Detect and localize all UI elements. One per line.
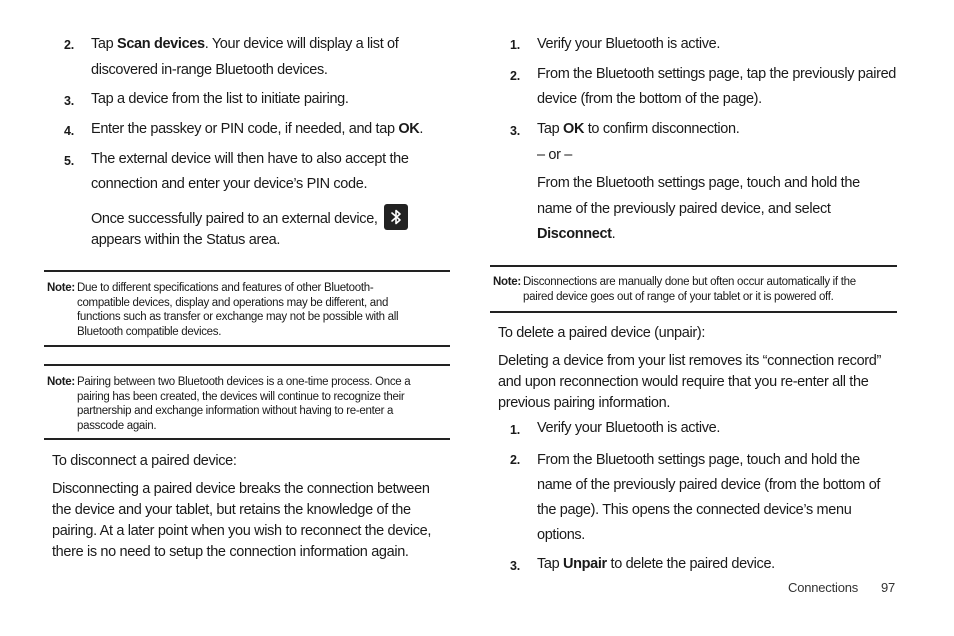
page-number: 97	[881, 580, 896, 595]
step-number: 3.	[64, 94, 75, 108]
note-text: Disconnections are manually done but often occur automatically if the paired device goes out of range of your tablet or it is powered off.	[523, 276, 856, 303]
footer-section: Connections	[788, 580, 859, 595]
step-text: Verify your Bluetooth is active.	[537, 36, 721, 52]
disconnect-label: Disconnect	[537, 226, 612, 242]
paired-text: appears within the Status area.	[91, 232, 281, 248]
or-separator: – or –	[537, 147, 572, 163]
step-text: From the Bluetooth settings page, touch and hold the	[537, 175, 860, 191]
ok-label: OK	[398, 121, 420, 137]
section-heading: To disconnect a paired device:	[52, 453, 237, 469]
paragraph: Disconnecting a paired device breaks the connection between the device and your tablet, but retains the knowledge of the pairing. At a later point when you wish to reconnect the device, there is no need to setup the connection information again.	[52, 481, 432, 560]
note-top-rule	[44, 364, 450, 366]
step-text: Tap Scan devices. Your device will display a list of	[91, 36, 399, 52]
step-number: 2.	[510, 69, 521, 83]
step-text: From the Bluetooth settings page, touch and hold the name of the previously paired device (from the bottom of the page). This opens the connected device’s menu options.	[537, 452, 881, 543]
step-text: Enter the passkey or PIN code, if needed, and tap OK.	[91, 121, 424, 137]
section-heading: To delete a paired device (unpair):	[498, 325, 705, 341]
step-number: 1.	[510, 38, 521, 52]
step-number: 1.	[510, 423, 521, 437]
note-bottom-rule	[490, 311, 897, 313]
step-text: Tap OK to confirm disconnection.	[537, 121, 740, 137]
step-number: 5.	[64, 154, 75, 168]
step-text: Tap a device from the list to initiate pairing.	[91, 91, 349, 107]
step-text: The external device will then have to also accept the	[91, 151, 409, 167]
step-text: Tap Unpair to delete the paired device.	[537, 556, 775, 572]
step-number: 4.	[64, 124, 75, 138]
step-text: connection and enter your device’s PIN code.	[91, 176, 368, 192]
step-text: Verify your Bluetooth is active.	[537, 420, 721, 436]
note-label: Note:	[47, 282, 75, 294]
step-number: 2.	[64, 38, 75, 52]
paragraph: Deleting a device from your list removes its “connection record” and upon reconnection would require that you re-enter all the previous pairing information.	[498, 353, 881, 411]
note-top-rule	[490, 265, 897, 267]
step-text: device (from the bottom of the page).	[537, 91, 762, 107]
note-label: Note:	[493, 276, 521, 288]
step-text: Disconnect.	[537, 226, 616, 242]
step-text: discovered in-range Bluetooth devices.	[91, 62, 328, 78]
note-label: Note:	[47, 376, 75, 388]
step-number: 3.	[510, 124, 521, 138]
paired-text: Once successfully paired to an external device,	[91, 204, 408, 230]
unpair-label: Unpair	[563, 556, 607, 572]
note-text: Due to different specifications and features of other Bluetooth- compatible devices, display and operations may be different, and functions such as transfer or exchange may not be possible with all Bluetooth compatible devices.	[77, 282, 399, 338]
step-number: 2.	[510, 453, 521, 467]
note-bottom-rule	[44, 345, 450, 347]
step-text: name of the previously paired device, and select	[537, 201, 831, 217]
note-top-rule	[44, 270, 450, 272]
scan-devices-label: Scan devices	[117, 36, 205, 52]
bluetooth-icon	[384, 204, 408, 230]
step-number: 3.	[510, 559, 521, 573]
step-text: From the Bluetooth settings page, tap the previously paired	[537, 66, 896, 82]
note-text: Pairing between two Bluetooth devices is a one-time process. Once a pairing has been created, the devices will continue to recognize their partnership and exchange information without having to re-enter a passcode again.	[77, 376, 411, 432]
note-bottom-rule	[44, 438, 450, 440]
ok-label: OK	[563, 121, 585, 137]
